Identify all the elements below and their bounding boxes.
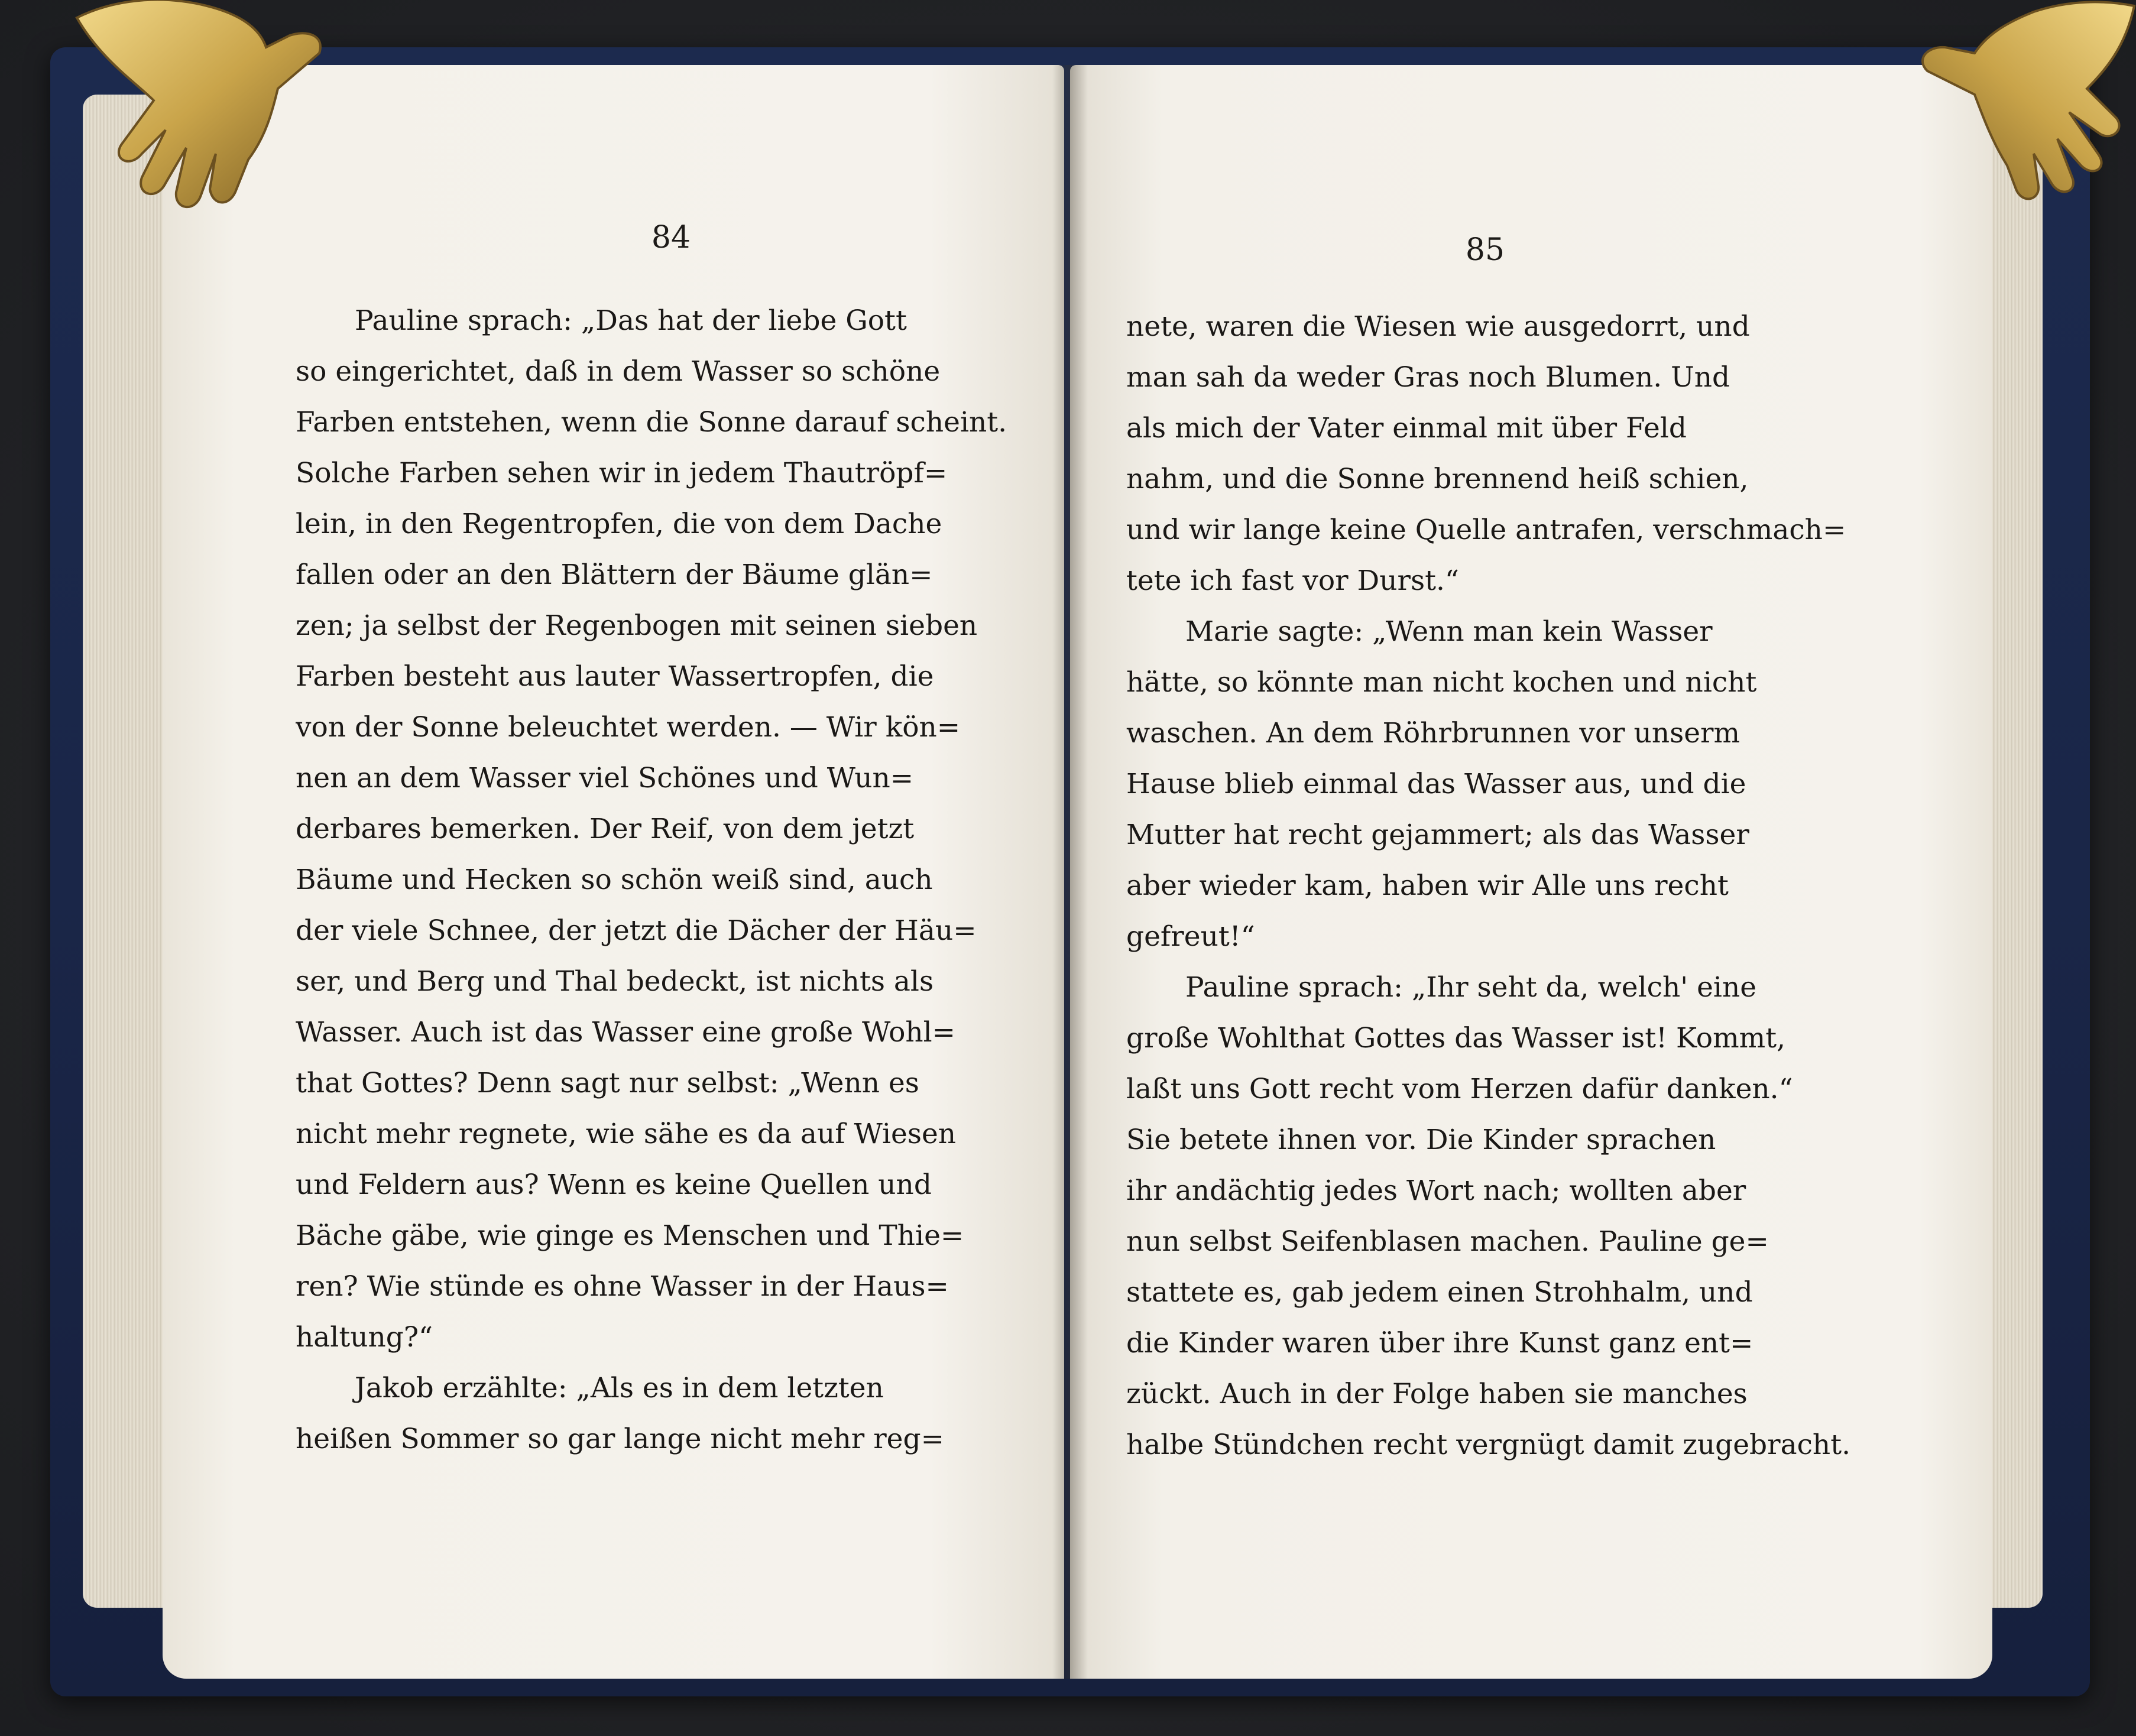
text-line: that Gottes? Denn sagt nur selbst: „Wenn es <box>296 1067 919 1099</box>
text-line: nicht mehr regnete, wie sähe es da auf Wiesen <box>296 1118 957 1150</box>
book-gutter <box>1052 65 1088 1679</box>
text-line: laßt uns Gott recht vom Herzen dafür danken.“ <box>1126 1073 1793 1105</box>
right-page-text <box>1126 301 1865 1471</box>
brass-hand-weight-right <box>1856 0 2136 207</box>
text-line: Jakob erzählte: „Als es in dem letzten <box>355 1372 884 1404</box>
text-line: Solche Farben sehen wir in jedem Thautröpf= <box>296 457 948 489</box>
text-line: gefreut!“ <box>1126 920 1255 953</box>
text-line: und wir lange keine Quelle antrafen, verschmach= <box>1126 514 1846 546</box>
text-line: nen an dem Wasser viel Schönes und Wun= <box>296 762 914 794</box>
text-line: fallen oder an den Blättern der Bäume glän= <box>296 559 933 591</box>
brass-hand-weight-left <box>65 0 372 231</box>
text-line: halbe Stündchen recht vergnügt damit zugebracht. <box>1126 1429 1851 1461</box>
text-line: ihr andächtig jedes Wort nach; wollten aber <box>1126 1174 1746 1207</box>
text-line: Bäche gäbe, wie ginge es Menschen und Thie= <box>296 1219 964 1252</box>
text-line: nun selbst Seifenblasen machen. Pauline ge= <box>1126 1225 1769 1258</box>
text-line: waschen. An dem Röhrbrunnen vor unserm <box>1126 717 1740 749</box>
text-line: tete ich fast vor Durst.“ <box>1126 564 1459 597</box>
text-line: der viele Schnee, der jetzt die Dächer der Häu= <box>296 914 977 947</box>
text-line: Wasser. Auch ist das Wasser eine große Wohl= <box>296 1016 956 1049</box>
text-line: Mutter hat recht gejammert; als das Wasser <box>1126 819 1749 851</box>
text-line: lein, in den Regentropfen, die von dem Dache <box>296 508 942 540</box>
text-line: zückt. Auch in der Folge haben sie manches <box>1126 1378 1748 1410</box>
text-line: von der Sonne beleuchtet werden. — Wir kön= <box>296 711 961 744</box>
text-line: Marie sagte: „Wenn man kein Wasser <box>1185 615 1713 648</box>
text-line: man sah da weder Gras noch Blumen. Und <box>1126 361 1730 394</box>
text-line: und Feldern aus? Wenn es keine Quellen und <box>296 1169 932 1201</box>
text-line: die Kinder waren über ihre Kunst ganz ent= <box>1126 1327 1753 1359</box>
text-line: Sie betete ihnen vor. Die Kinder sprachen <box>1126 1124 1716 1156</box>
text-line: Hause blieb einmal das Wasser aus, und die <box>1126 768 1746 800</box>
text-line: nahm, und die Sonne brennend heiß schien, <box>1126 463 1749 495</box>
text-line: als mich der Vater einmal mit über Feld <box>1126 412 1687 444</box>
text-line: Farben entstehen, wenn die Sonne darauf scheint. <box>296 406 1007 439</box>
left-page-text <box>296 296 1032 1465</box>
text-line: Pauline sprach: „Ihr seht da, welch' eine <box>1185 971 1757 1004</box>
text-line: stattete es, gab jedem einen Strohhalm, und <box>1126 1276 1753 1309</box>
text-line: Farben besteht aus lauter Wassertropfen, die <box>296 660 934 693</box>
text-line: ren? Wie stünde es ohne Wasser in der Haus= <box>296 1270 949 1303</box>
text-line: Pauline sprach: „Das hat der liebe Gott <box>355 304 907 337</box>
left-page-number: 84 <box>651 220 691 255</box>
text-line: aber wieder kam, haben wir Alle uns recht <box>1126 869 1729 902</box>
text-line: derbares bemerken. Der Reif, von dem jetzt <box>296 813 915 845</box>
text-line: zen; ja selbst der Regenbogen mit seinen sieben <box>296 609 978 642</box>
text-line: hätte, so könnte man nicht kochen und nicht <box>1126 666 1757 699</box>
text-line: so eingerichtet, daß in dem Wasser so schöne <box>296 355 941 388</box>
text-line: nete, waren die Wiesen wie ausgedorrt, und <box>1126 310 1750 343</box>
text-line: heißen Sommer so gar lange nicht mehr reg= <box>296 1423 944 1455</box>
text-line: haltung?“ <box>296 1321 433 1354</box>
text-line: Bäume und Hecken so schön weiß sind, auch <box>296 864 933 896</box>
right-page-number: 85 <box>1465 232 1505 268</box>
text-line: ser, und Berg und Thal bedeckt, ist nichts als <box>296 965 934 998</box>
text-line: große Wohlthat Gottes das Wasser ist! Kommt, <box>1126 1022 1786 1054</box>
